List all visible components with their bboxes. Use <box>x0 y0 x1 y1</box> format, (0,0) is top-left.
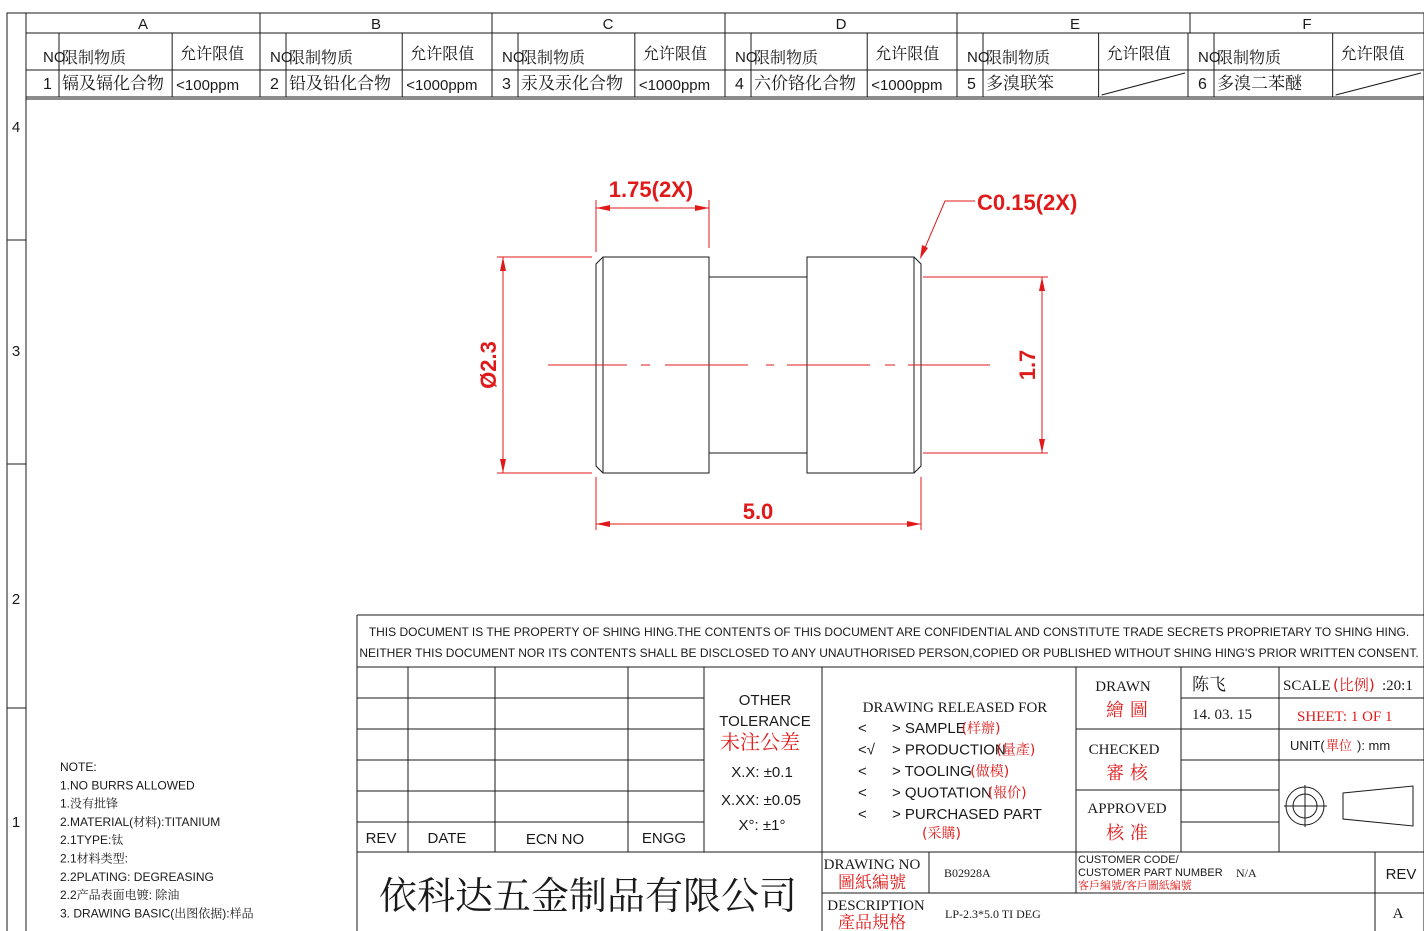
release-option-label: > QUOTATION <box>892 784 992 802</box>
tolerance-x1: X.X: ±0.1 <box>731 764 793 781</box>
restriction-header-no: NO <box>43 49 66 66</box>
note-line: 2.2产品表面电镀: 除油 <box>60 888 180 903</box>
approved-cn-label: 核 准 <box>1106 823 1148 844</box>
restriction-substance: 汞及汞化合物 <box>521 74 623 93</box>
release-option-cn: (样辦) <box>961 721 1001 737</box>
restriction-header-limit: 允许限值 <box>1106 46 1171 63</box>
unit-label: UNIT( <box>1290 738 1325 753</box>
zone-row-1: 1 <box>11 814 21 831</box>
restriction-header-no: NO <box>502 49 525 66</box>
tolerance-angle: X°: ±1° <box>738 817 786 834</box>
sheet-number: SHEET: 1 OF 1 <box>1297 709 1393 725</box>
dim-total-length: 5.0 <box>742 499 774 524</box>
zone-col-d: D <box>835 16 847 33</box>
restriction-header-substance: 限制物质 <box>1217 50 1282 67</box>
tolerance-title-cn: 未注公差 <box>720 730 800 754</box>
release-option-mark: < <box>858 806 867 823</box>
restriction-header-limit: 允许限值 <box>1340 46 1405 63</box>
ecn-header: ECN NO <box>525 831 585 848</box>
drawing-no-label: DRAWING NO <box>823 857 921 873</box>
dim-inner-diameter: 1.7 <box>1015 349 1040 381</box>
release-option-cn: (報价) <box>987 785 1027 802</box>
drawn-date: 14. 03. 15 <box>1192 707 1252 723</box>
zone-row-3: 3 <box>11 343 21 360</box>
release-option-cn: (做模) <box>970 764 1010 780</box>
drawn-by: 陈飞 <box>1192 675 1226 695</box>
rev-label: REV <box>1385 866 1417 883</box>
restriction-no: 3 <box>502 76 511 93</box>
restriction-header-limit: 允许限值 <box>410 46 475 63</box>
description-label: DESCRIPTION <box>827 898 925 914</box>
note-line: 2.1TYPE:钛 <box>60 833 124 848</box>
restriction-no: 6 <box>1198 76 1207 93</box>
restriction-limit-na-slash <box>1102 73 1185 95</box>
checked-cn-label: 審 核 <box>1106 763 1148 784</box>
release-option-label: > TOOLING <box>892 763 972 780</box>
note-line: 1.没有批锋 <box>60 796 119 811</box>
company-name: 依科达五金制品有限公司 <box>378 874 798 918</box>
scale-label: SCALE <box>1283 678 1331 694</box>
zone-col-e: E <box>1069 16 1081 33</box>
release-option-label: > PRODUCTION <box>892 741 1006 759</box>
description-value: LP-2.3*5.0 TI DEG <box>945 907 1041 921</box>
dimension-lines <box>497 200 1048 530</box>
restriction-substance: 六价铬化合物 <box>754 74 856 93</box>
note-line: 2.MATERIAL(材料):TITANIUM <box>60 814 221 829</box>
scale-value: :20:1 <box>1382 678 1413 694</box>
note-line: 1.NO BURRS ALLOWED <box>60 778 195 793</box>
projection-symbol <box>1284 785 1413 827</box>
restriction-limit: <1000ppm <box>871 77 943 94</box>
restriction-substance: 镉及镉化合物 <box>62 74 164 93</box>
restriction-substance: 多溴二苯醚 <box>1217 74 1302 93</box>
zone-col-b: B <box>370 16 382 33</box>
release-option-mark: < <box>858 763 867 780</box>
notes <box>60 760 254 920</box>
tolerance-title-2: TOLERANCE <box>719 713 811 730</box>
restriction-limit-na-slash <box>1336 73 1421 95</box>
restriction-no: 1 <box>43 76 52 93</box>
restriction-header-no: NO <box>735 49 758 66</box>
restriction-header-limit: 允许限值 <box>875 46 940 63</box>
drawing-no-cn-label: 圖紙編號 <box>838 873 906 893</box>
release-option-label: > SAMPLE <box>892 720 966 737</box>
restriction-header-no: NO <box>967 49 990 66</box>
dim-chamfer: C0.15(2X) <box>977 190 1078 215</box>
note-line: 2.1材料类型: <box>60 851 129 866</box>
unit-cn-label: 單位 <box>1326 739 1353 754</box>
checked-label: CHECKED <box>1088 742 1160 758</box>
rev-header: REV <box>365 830 397 847</box>
customer-code-label-2: CUSTOMER PART NUMBER <box>1078 867 1223 879</box>
engg-header: ENGG <box>641 830 687 847</box>
drawn-label: DRAWN <box>1095 679 1151 695</box>
release-option-cn: (采購) <box>922 826 961 842</box>
customer-code-value: N/A <box>1236 866 1257 880</box>
dim-head-length: 1.75(2X) <box>608 177 694 202</box>
restriction-limit: <1000ppm <box>406 77 478 94</box>
restriction-header-substance: 限制物质 <box>289 50 354 67</box>
zone-col-c: C <box>602 16 614 33</box>
restriction-limit: <100ppm <box>176 77 240 94</box>
scale-cn-label: (比例) <box>1333 676 1375 694</box>
zone-row-2: 2 <box>11 591 21 608</box>
drawn-cn-label: 繪 圖 <box>1106 700 1148 721</box>
approved-label: APPROVED <box>1087 801 1167 817</box>
restriction-no: 4 <box>735 76 744 93</box>
release-option-mark: <√ <box>858 741 875 759</box>
rev-value: A <box>1392 906 1404 922</box>
restriction-header-substance: 限制物质 <box>62 50 127 67</box>
customer-code-cn-label: 客戶編號/客戶圖紙編號 <box>1078 879 1192 892</box>
restriction-header-substance: 限制物质 <box>521 50 586 67</box>
confidential-line-2: NEITHER THIS DOCUMENT NOR ITS CONTENTS SHALL BE DISCLOSED TO ANY UNAUTHORISED PERSON,COPIED OR PUBLISHED WITHOUT SHING HING'S PRIOR WRITTEN CONSENT. <box>359 646 1419 660</box>
note-line: 3. DRAWING BASIC(出图依据):样品 <box>60 906 254 921</box>
release-option-label: > PURCHASED PART <box>892 806 1042 823</box>
confidential-line-1: THIS DOCUMENT IS THE PROPERTY OF SHING HING.THE CONTENTS OF THIS DOCUMENT ARE CONFIDENTIAL AND CONSTITUTE TRADE SECRETS PROPRIETARY TO SHING HING. <box>368 625 1410 639</box>
release-option-mark: < <box>858 720 867 737</box>
restriction-substance: 铅及铅化合物 <box>289 74 391 93</box>
restriction-substance: 多溴联笨 <box>986 74 1054 93</box>
date-header: DATE <box>427 830 467 847</box>
restriction-header-substance: 限制物质 <box>754 50 819 67</box>
drawing-number: B02928A <box>944 866 991 880</box>
restriction-no: 2 <box>270 76 279 93</box>
zone-row-4: 4 <box>11 119 21 136</box>
restriction-header-substance: 限制物质 <box>986 50 1051 67</box>
note-line: NOTE: <box>60 760 97 774</box>
dim-outer-diameter: Ø2.3 <box>476 341 501 389</box>
restriction-no: 5 <box>967 76 976 93</box>
restriction-header-limit: 允许限值 <box>642 46 707 63</box>
customer-code-label-1: CUSTOMER CODE/ <box>1078 854 1179 866</box>
restriction-limit: <1000ppm <box>638 77 711 94</box>
tolerance-x2: X.XX: ±0.05 <box>721 792 801 809</box>
restriction-header-limit: 允许限值 <box>180 46 245 63</box>
zone-col-a: A <box>137 16 149 33</box>
tolerance-title-1: OTHER <box>738 692 792 709</box>
restriction-header-no: NO <box>1198 49 1221 66</box>
unit-value: ): mm <box>1357 738 1391 753</box>
release-option-cn: (量產) <box>996 742 1036 759</box>
release-option-mark: < <box>858 784 867 802</box>
restriction-header-no: NO <box>270 49 293 66</box>
description-cn-label: 產品規格 <box>838 913 906 931</box>
drawing-frame <box>7 13 1424 931</box>
release-title: DRAWING RELEASED FOR <box>862 700 1048 716</box>
note-line: 2.2PLATING: DEGREASING <box>60 869 214 884</box>
zone-col-f: F <box>1302 16 1312 33</box>
